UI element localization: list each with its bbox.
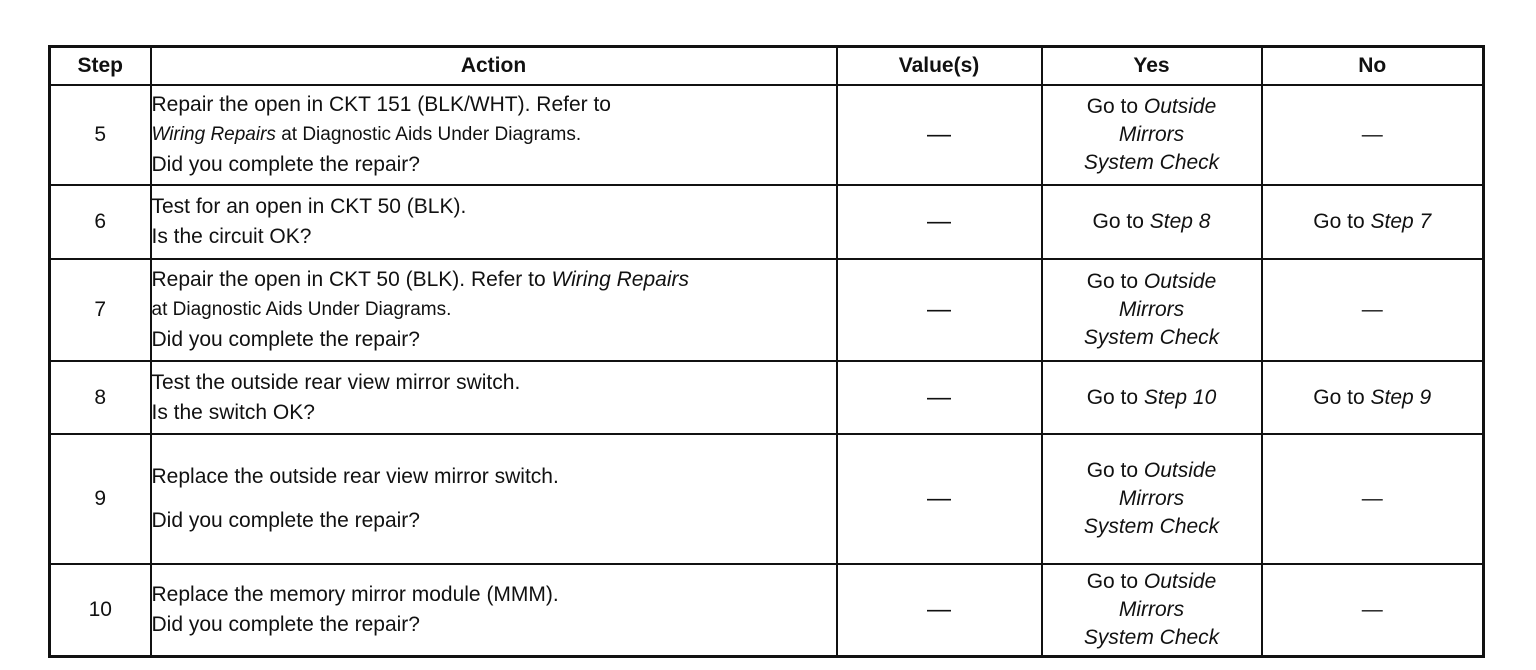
action-cell [151, 361, 837, 434]
no-cell: — [1262, 259, 1484, 361]
step-number: 6 [50, 185, 151, 259]
yes-cell: Go to Step 10 [1042, 361, 1262, 434]
action-question: Is the switch OK? [151, 400, 315, 424]
header-yes: Yes [1042, 47, 1262, 86]
value-cell: — [837, 361, 1042, 434]
action-question: Did you complete the repair? [151, 612, 420, 636]
no-cell: Go to Step 9 [1262, 361, 1484, 434]
table-row [50, 361, 1484, 434]
action-question: Did you complete the repair? [151, 153, 420, 176]
no-cell: Go to Step 7 [1262, 185, 1484, 259]
action-text: Test for an open in CKT 50 (BLK). [151, 195, 467, 218]
step-number: 7 [50, 259, 151, 361]
table-row [50, 434, 1484, 564]
no-cell: — [1262, 85, 1484, 185]
header-step: Step [50, 47, 151, 86]
header-values: Value(s) [837, 47, 1042, 86]
header-row [50, 47, 1484, 86]
step-number: 5 [50, 85, 151, 185]
action-cell [151, 85, 837, 185]
value-cell: — [837, 185, 1042, 259]
yes-cell: Go to Outside Mirrors System Check [1042, 85, 1262, 185]
yes-cell: Go to Outside Mirrors System Check [1042, 434, 1262, 564]
action-text: Replace the memory mirror module (MMM). [151, 582, 559, 606]
yes-cell: Go to Step 8 [1042, 185, 1262, 259]
action-cell [151, 564, 837, 656]
value-cell: — [837, 564, 1042, 656]
step-number: 10 [50, 564, 151, 656]
action-text: Repair the open in CKT 151 (BLK/WHT). Refer to [151, 93, 611, 116]
diagnostic-table [48, 45, 1485, 658]
action-cell [151, 185, 837, 259]
yes-cell: Go to Outside Mirrors System Check [1042, 259, 1262, 361]
value-cell: — [837, 85, 1042, 185]
action-text: Test the outside rear view mirror switch. [151, 370, 521, 394]
table-row [50, 564, 1484, 656]
action-question: Did you complete the repair? [151, 328, 420, 351]
table-row [50, 85, 1484, 185]
reference-link-text: Wiring Repairs [151, 124, 276, 145]
action-text: Repair the open in CKT 50 (BLK). Refer to Wiring Repairs [151, 268, 689, 291]
action-text: Replace the outside rear view mirror switch. [151, 465, 559, 488]
step-number: 9 [50, 434, 151, 564]
action-text: at Diagnostic Aids Under Diagrams. [151, 299, 452, 320]
no-cell: — [1262, 434, 1484, 564]
table-row [50, 185, 1484, 259]
action-question: Did you complete the repair? [151, 509, 420, 532]
yes-cell: Go to Outside Mirrors System Check [1042, 564, 1262, 656]
value-cell: — [837, 434, 1042, 564]
header-action: Action [151, 47, 837, 86]
action-text: Wiring Repairs at Diagnostic Aids Under Diagrams. [151, 124, 582, 145]
action-cell [151, 434, 837, 564]
action-cell [151, 259, 837, 361]
value-cell: — [837, 259, 1042, 361]
action-question: Is the circuit OK? [151, 225, 312, 248]
no-cell: — [1262, 564, 1484, 656]
table-row [50, 259, 1484, 361]
step-number: 8 [50, 361, 151, 434]
header-no: No [1262, 47, 1484, 86]
